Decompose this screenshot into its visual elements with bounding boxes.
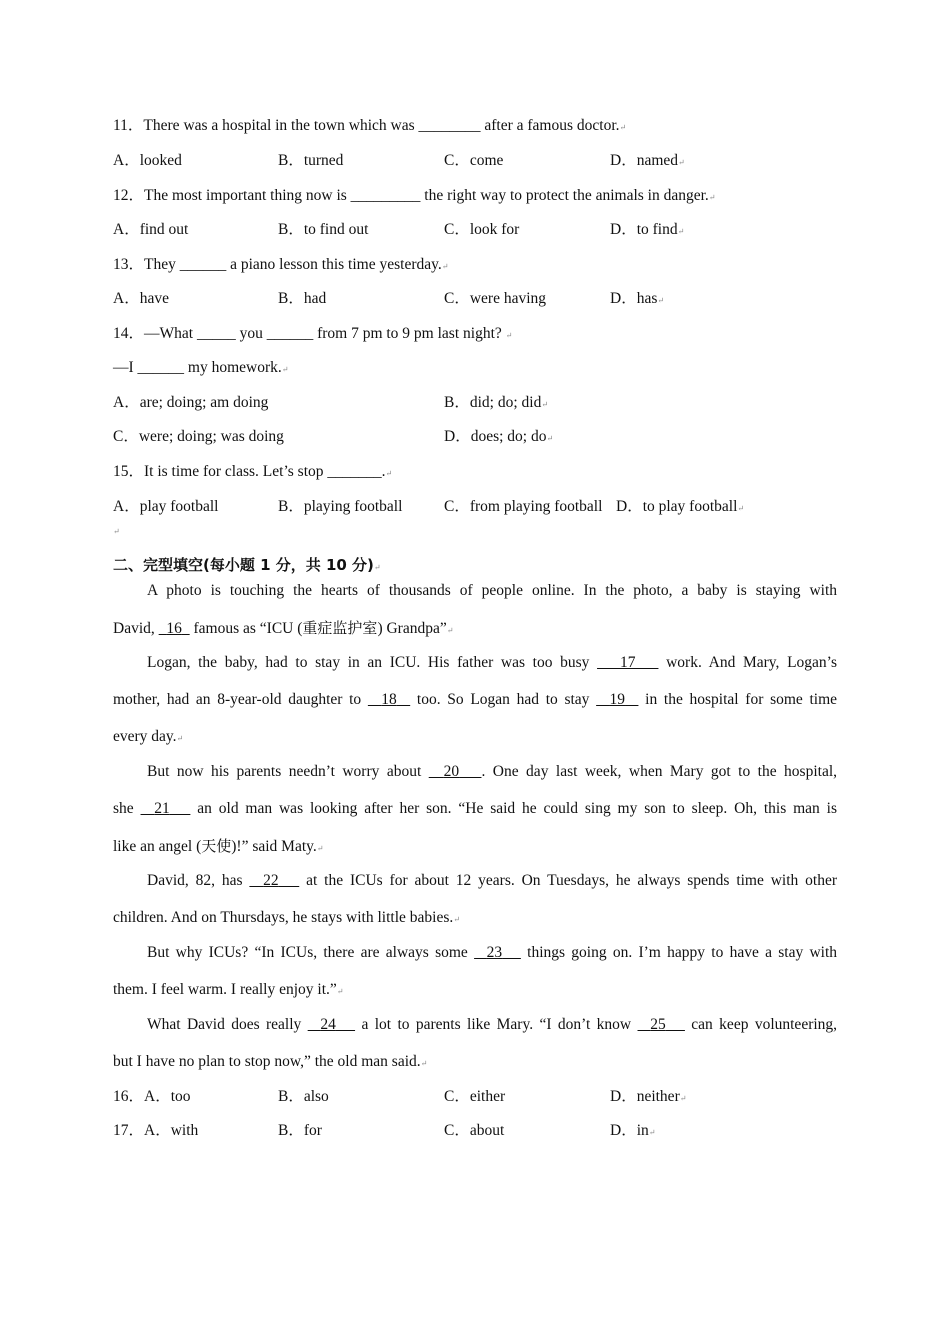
option-c: C．come: [444, 152, 504, 169]
question-14-stem: 14．—What _____ you ______ from 7 pm to 9 pm last night? ↵: [113, 325, 513, 342]
option-a: 17．A．with: [113, 1122, 199, 1139]
blank-17: 17: [620, 654, 636, 671]
question-17-options: [113, 1119, 837, 1143]
passage-line: every day.↵: [113, 728, 184, 745]
passage-line: David, 16 famous as “ICU (重症监护室) Grandpa”↵: [113, 619, 454, 637]
passage-line: like an angel (天使)!” said Maty.↵: [113, 837, 324, 855]
passage-line: But now his parents needn’t worry about 20 . One day last week, when Mary got to the hospital,: [147, 763, 838, 780]
question-15-options: [113, 495, 837, 519]
blank-25: 25: [650, 1016, 666, 1033]
question-14-options-row1: [113, 391, 837, 415]
option-c: C．either: [444, 1088, 506, 1105]
question-16-options: [113, 1085, 837, 1109]
blank-18: 18: [381, 691, 397, 708]
option-a: A．play football: [113, 498, 219, 515]
option-a: A．looked: [113, 152, 182, 169]
option-c: C．were; doing; was doing: [113, 428, 284, 445]
question-15-stem: 15．It is time for class. Let’s stop _______.↵: [113, 463, 393, 480]
empty-paragraph: ↵: [113, 527, 120, 536]
option-c: C．from playing football: [444, 498, 603, 515]
option-d: D．does; do; do↵: [444, 428, 554, 445]
passage-line: them. I feel warm. I really enjoy it.”↵: [113, 981, 344, 998]
option-b: B．also: [278, 1088, 329, 1105]
question-11-options: [113, 149, 837, 173]
passage-line: but I have no plan to stop now,” the old man said.↵: [113, 1053, 428, 1070]
option-b: B．for: [278, 1122, 322, 1139]
blank-16: 16: [166, 620, 182, 637]
question-12-options: [113, 218, 837, 242]
question-12-stem: 12．The most important thing now is _________ the right way to protect the animals in danger.↵: [113, 187, 716, 204]
blank-19: 19: [609, 691, 626, 708]
option-d: D．to find↵: [610, 221, 685, 238]
option-d: D．has↵: [610, 290, 665, 307]
option-c: C．about: [444, 1122, 505, 1139]
passage-line: mother, had an 8-year-old daughter to 18 too. So Logan had to stay 19 in the hospital for some time: [113, 691, 838, 708]
option-b: B．had: [278, 290, 327, 307]
blank-22: 22: [263, 872, 279, 889]
option-a: A．find out: [113, 221, 189, 238]
passage-line: A photo is touching the hearts of thousands of people online. In the photo, a baby is staying with: [147, 582, 837, 599]
option-b: B．turned: [278, 152, 344, 169]
passage-line: children. And on Thursdays, he stays with little babies.↵: [113, 909, 460, 926]
blank-24: 24: [320, 1016, 336, 1033]
passage-line: David, 82, has 22 at the ICUs for about 12 years. On Tuesdays, he always spends time with other: [147, 872, 838, 889]
question-13-options: [113, 287, 837, 311]
question-14-options-row2: [113, 425, 837, 449]
option-d: D．in↵: [610, 1122, 656, 1139]
option-d: D．named↵: [610, 152, 685, 169]
section-heading: 二、完型填空(每小题 1 分，共 10 分)↵: [113, 556, 381, 574]
option-b: B．playing football: [278, 498, 403, 515]
passage-line: What David does really 24 a lot to parents like Mary. “I don’t know 25 can keep volunteering,: [147, 1016, 838, 1033]
option-a: A．are; doing; am doing: [113, 394, 269, 411]
option-d: D．to play football↵: [616, 498, 745, 515]
option-b: B．did; do; did↵: [444, 394, 549, 411]
blank-23: 23: [486, 944, 503, 961]
option-a: 16．A．too: [113, 1088, 191, 1105]
passage-line: she 21 an old man was looking after her son. “He said he could sing my son to sleep. Oh, this man is: [113, 800, 838, 817]
passage-line: But why ICUs? “In ICUs, there are always some 23 things going on. I’m happy to have a stay with: [147, 944, 838, 961]
option-c: C．were having: [444, 290, 547, 307]
option-a: A．have: [113, 290, 169, 307]
option-b: B．to find out: [278, 221, 369, 238]
question-13-stem: 13．They ______ a piano lesson this time yesterday.↵: [113, 256, 449, 273]
option-d: D．neither↵: [610, 1088, 687, 1105]
option-c: C．look for: [444, 221, 520, 238]
blank-21: 21: [154, 800, 170, 817]
question-14-stem-reply: —I ______ my homework.↵: [113, 359, 289, 376]
blank-20: 20: [443, 763, 460, 780]
question-11-stem: 11．There was a hospital in the town which was ________ after a famous doctor.↵: [113, 117, 627, 134]
passage-line: Logan, the baby, had to stay in an ICU. His father was too busy 17 work. And Mary, Logan’s: [147, 654, 838, 671]
